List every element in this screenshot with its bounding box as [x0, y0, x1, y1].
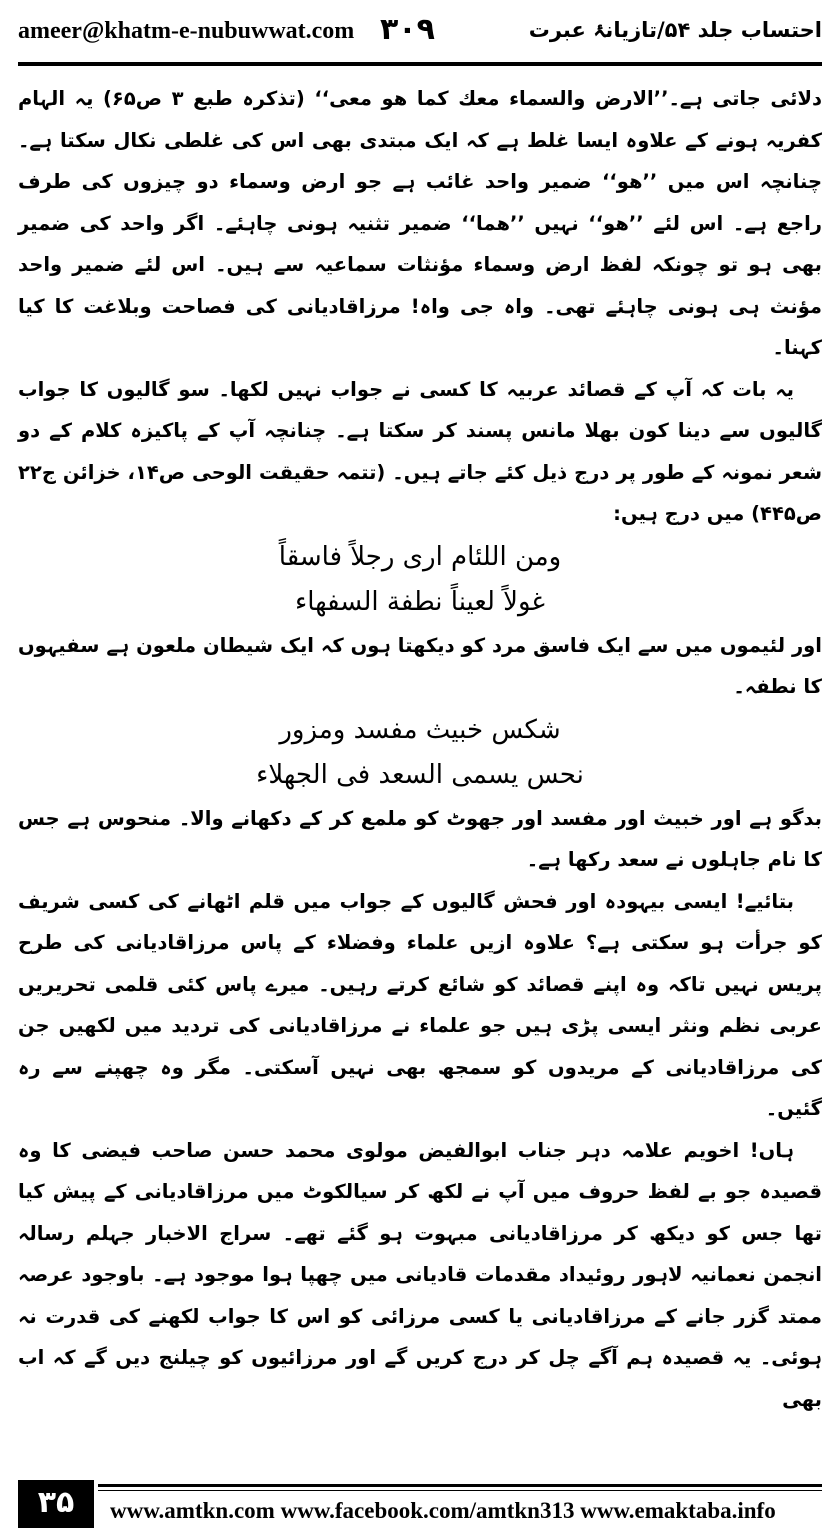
verse-line-3: شكس خبيث مفسد ومزور	[279, 714, 561, 745]
footer-rule	[98, 1484, 822, 1487]
translation-1: اور لئیموں میں سے ایک فاسق مرد کو دیکھتا ہوں کہ ایک شیطان ملعون ہے سفیہوں کا نطفہ۔	[18, 633, 822, 698]
header-book-title: احتساب جلد ۵۴/تازیانۂ عبرت	[528, 18, 822, 42]
footer-urls: www.amtkn.com www.facebook.com/amtkn313 www.emaktaba.info	[110, 1498, 776, 1523]
page-body	[18, 78, 822, 1420]
verse-line-4: نحس يسمى السعد فى الجهلاء	[256, 759, 584, 790]
verse-line-1: ومن اللئام ارى رجلاً فاسقاً	[278, 541, 562, 572]
paragraph-2: یہ بات کہ آپ کے قصائد عربیہ کا کسی نے جواب نہیں لکھا۔ سو گالیوں کا جواب گالیوں سے دینا کون بھلا مانس پسند کر سکتا ہے۔ چنانچہ آپ کے پاکیزہ کلام کے دو شعر نمونہ کے طور پر درج ذیل کئے جاتے ہیں۔ (تتمہ حقیقت الوحی ص۱۴، خزائن ج۲۲ ص۴۴۵) میں درج ہیں:	[18, 377, 822, 525]
header-email: ameer@khatm-e-nubuwwat.com	[18, 18, 355, 44]
paragraph-3: بتائیے! ایسی بیہودہ اور فحش گالیوں کے جواب میں قلم اٹھانے کی کسی شریف کو جرأت ہو سکتی ہے؟ علاوہ ازیں علماء وفضلاء کے پاس مرزاقادیانی کی طرح پریس نہیں تاکہ وہ اپنے قصائد کو شائع کرتے رہیں۔ میرے پاس کئی قلمی تحریریں عربی نظم ونثر ایسی پڑی ہیں جو علماء نے مرزاقادیانی کی تردید میں لکھیں جن کی مرزاقادیانی کے مریدوں کو سمجھ بھی نہیں آسکتی۔ مگر وہ چھپنے سے رہ گئیں۔	[18, 889, 822, 1120]
header-rule	[18, 62, 822, 66]
translation-2: بدگو ہے اور خبیث اور مفسد اور جھوٹ کو ملمع کر کے دکھانے والا۔ منحوس ہے جس کا نام جاہلوں نے سعد رکھا ہے۔	[18, 806, 822, 871]
paragraph-4: ہاں! اخویم علامہ دہر جناب ابوالفیض مولوی محمد حسن صاحب فیضی کا وہ قصیدہ جو بے لفظ حروف میں آپ نے لکھ کر سیالکوٹ میں مرزاقادیانی کے پیش کیا تھا جس کو دیکھ کر مرزاقادیانی مبہوت ہو گئے تھے۔ سراج الاخبار جہلم رسالہ انجمن نعمانیہ لاہور روئیداد مقدمات قادیانی میں چھپا ہوا موجود ہے۔ باوجود عرصہ ممتد گزر جانے کے مرزاقادیانی یا کسی مرزائی کو اس کا جواب لکھنے کی قدرت نہ ہوئی۔ یہ قصیدہ ہم آگے چل کر درج کریں گے اور مرزائیوں کو چیلنج دیں گے کہ اب بھی	[18, 1138, 822, 1411]
header-page-number: ۳۰۹	[380, 12, 435, 47]
verse-line-2: غولاً لعيناً نطفة السفهاء	[294, 586, 545, 617]
paragraph-1: دلائی جاتی ہے۔’’الارض والسماء معك كما هو معی‘‘ (تذکرہ طبع ۳ ص۶۵) یہ الہام کفریہ ہونے کے علاوہ ایسا غلط ہے کہ ایک مبتدی بھی اس کی غلطی نکال سکتا ہے۔ چنانچہ اس میں ’’ھو‘‘ ضمیر واحد غائب ہے جو ارض وسماء دو چیزوں کی طرف راجع ہے۔ اس لئے ’’ھو‘‘ نہیں ’’ھما‘‘ ضمیر تثنیہ ہونی چاہئے۔ اگر واحد کی ضمیر بھی ہو تو چونکہ لفظ ارض وسماء مؤنثات سماعیہ سے ہیں۔ اس لئے ضمیر واحد مؤنث ہی ہونی چاہئے تھی۔ واہ جی واہ! مرزاقادیانی کی فصاحت وبلاغت کا کیا کہنا۔	[18, 87, 822, 359]
footer-page-number: ۳۵	[18, 1480, 94, 1528]
page-footer	[18, 1480, 822, 1530]
page-header	[18, 12, 822, 56]
footer-rule-thin	[98, 1490, 822, 1491]
